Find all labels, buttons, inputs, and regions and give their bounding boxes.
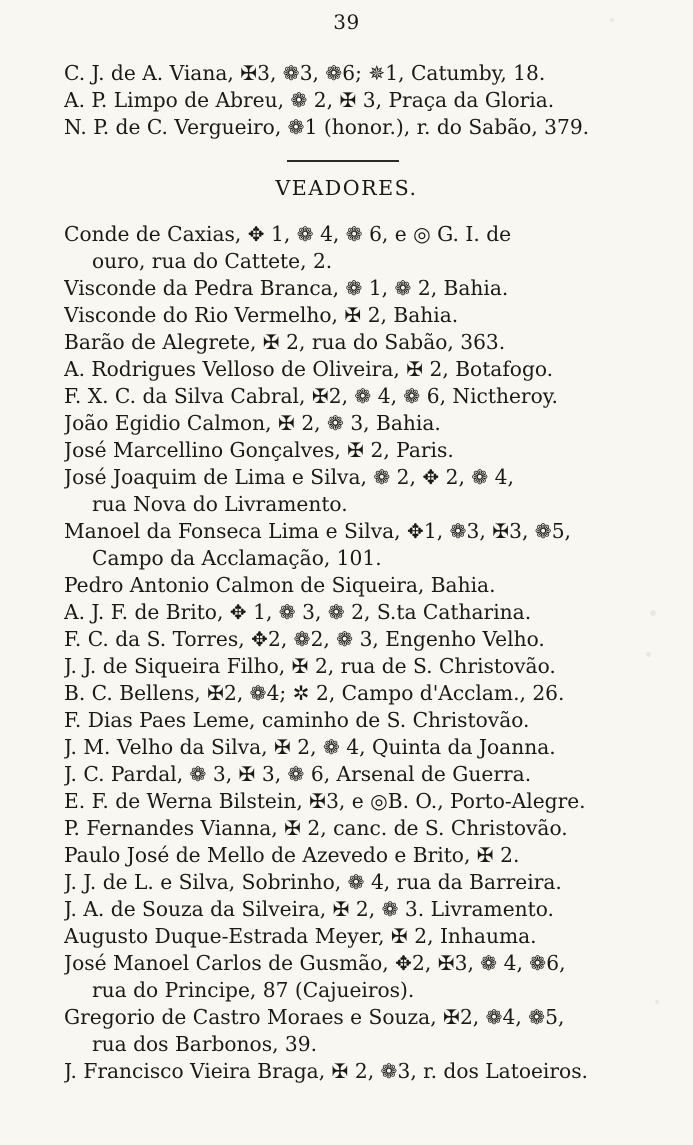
text-line: Augusto Duque-Estrada Meyer, ✠ 2, Inhauma. (64, 924, 537, 948)
text-line: J. J. de Siqueira Filho, ✠ 2, rua de S. Christovão. (64, 654, 556, 678)
text-line: José Manoel Carlos de Gusmão, ✥2, ✠3, ❁ 4, ❁6, (64, 951, 566, 975)
text-line: B. C. Bellens, ✠2, ❁4; ✲ 2, Campo d'Acclam., 26. (64, 681, 565, 705)
text-line: José Joaquim de Lima e Silva, ❁ 2, ✥ 2, ❁ 4, (64, 465, 514, 489)
text-line: J. C. Pardal, ❁ 3, ✠ 3, ❁ 6, Arsenal de Guerra. (64, 762, 532, 786)
paper-speck (646, 652, 651, 657)
text-line: A. P. Limpo de Abreu, ❁ 2, ✠ 3, Praça da Gloria. (64, 88, 555, 112)
text-line: Visconde do Rio Vermelho, ✠ 2, Bahia. (64, 303, 459, 327)
text-line: João Egidio Calmon, ✠ 2, ❁ 3, Bahia. (64, 411, 441, 435)
text-line: Conde de Caxias, ✥ 1, ❁ 4, ❁ 6, e ◎ G. I. de (64, 222, 512, 246)
text-line: N. P. de C. Vergueiro, ❁1 (honor.), r. do Sabão, 379. (64, 115, 590, 139)
text-line: Campo da Acclamação, 101. (92, 546, 382, 570)
text-line: Manoel da Fonseca Lima e Silva, ✥1, ❁3, ✠3, ❁5, (64, 519, 571, 543)
text-line: rua Nova do Livramento. (92, 492, 348, 516)
section-divider (287, 160, 399, 162)
paper-speck (610, 18, 614, 22)
text-line: Paulo José de Mello de Azevedo e Brito, ✠ 2. (64, 843, 520, 867)
text-line: C. J. de A. Viana, ✠3, ❁3, ❁6; ✵1, Catumby, 18. (64, 61, 546, 85)
section-title: VEADORES. (275, 176, 418, 200)
text-line: E. F. de Werna Bilstein, ✠3, e ◎B. O., Porto-Alegre. (64, 789, 586, 813)
text-line: Pedro Antonio Calmon de Siqueira, Bahia. (64, 573, 496, 597)
text-line: J. J. de L. e Silva, Sobrinho, ❁ 4, rua da Barreira. (64, 870, 562, 894)
text-line: J. Francisco Vieira Braga, ✠ 2, ❁3, r. dos Latoeiros. (64, 1059, 588, 1083)
text-line: rua dos Barbonos, 39. (92, 1032, 318, 1056)
paper-speck (650, 610, 656, 616)
text-line: F. X. C. da Silva Cabral, ✠2, ❁ 4, ❁ 6, Nictheroy. (64, 384, 558, 408)
text-line: ouro, rua do Cattete, 2. (92, 249, 333, 273)
text-line: J. M. Velho da Silva, ✠ 2, ❁ 4, Quinta da Joanna. (64, 735, 556, 759)
page-number: 39 (333, 10, 360, 34)
text-line: P. Fernandes Vianna, ✠ 2, canc. de S. Christovão. (64, 816, 568, 840)
text-line: F. Dias Paes Leme, caminho de S. Christovão. (64, 708, 530, 732)
text-line: Visconde da Pedra Branca, ❁ 1, ❁ 2, Bahia. (64, 276, 509, 300)
text-line: Gregorio de Castro Moraes e Souza, ✠2, ❁4, ❁5, (64, 1005, 565, 1029)
text-line: F. C. da S. Torres, ✥2, ❁2, ❁ 3, Engenho Velho. (64, 627, 545, 651)
text-line: A. J. F. de Brito, ✥ 1, ❁ 3, ❁ 2, S.ta Catharina. (64, 600, 532, 624)
paper-speck (655, 1000, 659, 1004)
text-line: José Marcellino Gonçalves, ✠ 2, Paris. (64, 438, 454, 462)
text-line: rua do Principe, 87 (Cajueiros). (92, 978, 415, 1002)
text-line: Barão de Alegrete, ✠ 2, rua do Sabão, 363. (64, 330, 506, 354)
text-line: A. Rodrigues Velloso de Oliveira, ✠ 2, Botafogo. (64, 357, 554, 381)
text-line: J. A. de Souza da Silveira, ✠ 2, ❁ 3. Livramento. (64, 897, 554, 921)
